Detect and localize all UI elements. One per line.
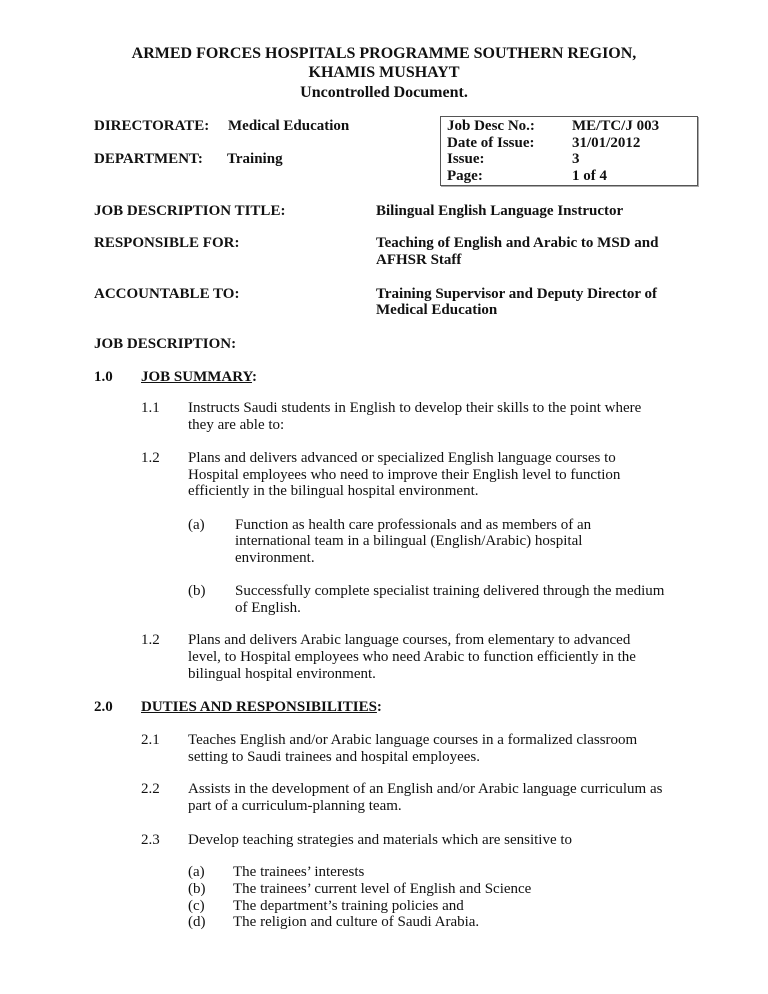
info-label: Date of Issue: [447, 135, 535, 151]
item-number: 1.2 [141, 450, 160, 466]
subitem-number: (b) [188, 881, 206, 897]
info-value: ME/TC/J 003 [572, 118, 660, 134]
subitem-text: international team in a bilingual (English/Arabic) hospital [235, 533, 583, 549]
header-line-1: ARMED FORCES HOSPITALS PROGRAMME SOUTHERN REGION, [131, 45, 637, 62]
subitem-text: Function as health care professionals and as members of an [235, 517, 592, 533]
item-text: efficiently in the bilingual hospital environment. [188, 483, 479, 499]
item-number: 2.3 [141, 832, 160, 848]
subitem-number: (d) [188, 914, 206, 930]
section-heading [141, 368, 257, 386]
section-title: DUTIES AND RESPONSIBILITIES [141, 699, 377, 715]
item-text: they are able to: [188, 417, 285, 433]
subitem-text: Successfully complete specialist training delivered through the medium [235, 583, 665, 599]
subitem-number: (a) [188, 864, 205, 880]
directorate-value: Medical Education [228, 118, 350, 134]
item-number: 1.1 [141, 400, 160, 416]
info-label: Issue: [447, 151, 485, 167]
item-text: Assists in the development of an English and/or Arabic language curriculum as [188, 781, 663, 797]
subitem-number: (b) [188, 583, 206, 599]
header-line-3: Uncontrolled Document. [300, 84, 468, 101]
info-value: 31/01/2012 [572, 135, 641, 151]
item-text: Hospital employees who need to improve their English level to function [188, 467, 621, 483]
accountable-to-value: Medical Education [376, 302, 498, 318]
accountable-to-label: ACCOUNTABLE TO: [94, 286, 240, 302]
info-label: Page: [447, 168, 483, 184]
subitem-text: The department’s training policies and [233, 898, 464, 914]
subitem-number: (a) [188, 517, 205, 533]
responsible-for-label: RESPONSIBLE FOR: [94, 235, 240, 251]
section-colon: : [376, 699, 382, 715]
item-text: Plans and delivers advanced or specialized English language courses to [188, 450, 616, 466]
info-value: 1 of 4 [572, 168, 607, 184]
department-label: DEPARTMENT: [94, 151, 203, 167]
item-text: part of a curriculum-planning team. [188, 798, 402, 814]
info-value: 3 [572, 151, 580, 167]
job-title-value: Bilingual English Language Instructor [376, 203, 624, 219]
item-number: 2.1 [141, 732, 160, 748]
item-text: level, to Hospital employees who need Arabic to function efficiently in the [188, 649, 636, 665]
job-description-heading: JOB DESCRIPTION: [94, 336, 237, 352]
subitem-text: The trainees’ interests [233, 864, 365, 880]
header-line-2: KHAMIS MUSHAYT [308, 64, 460, 81]
item-text: Plans and delivers Arabic language courses, from elementary to advanced [188, 632, 631, 648]
subitem-number: (c) [188, 898, 205, 914]
item-text: Develop teaching strategies and materials which are sensitive to [188, 832, 573, 848]
item-number: 2.2 [141, 781, 160, 797]
item-text: bilingual hospital environment. [188, 666, 376, 682]
responsible-for-value: Teaching of English and Arabic to MSD and [376, 235, 659, 251]
department-value: Training [227, 151, 283, 167]
accountable-to-value: Training Supervisor and Deputy Director of [376, 286, 657, 302]
section-heading [141, 698, 382, 716]
subitem-text: The trainees’ current level of English and Science [233, 881, 532, 897]
section-number: 1.0 [94, 369, 113, 385]
info-label: Job Desc No.: [447, 118, 535, 134]
subitem-text: of English. [235, 600, 301, 616]
section-title: JOB SUMMARY [141, 369, 253, 385]
subitem-text: environment. [235, 550, 315, 566]
section-number: 2.0 [94, 699, 113, 715]
item-number: 1.2 [141, 632, 160, 648]
section-colon: : [252, 369, 258, 385]
job-title-label: JOB DESCRIPTION TITLE: [94, 203, 286, 219]
responsible-for-value: AFHSR Staff [376, 252, 462, 268]
item-text: setting to Saudi trainees and hospital employees. [188, 749, 481, 765]
item-text: Teaches English and/or Arabic language courses in a formalized classroom [188, 732, 638, 748]
directorate-label: DIRECTORATE: [94, 118, 210, 134]
item-text: Instructs Saudi students in English to develop their skills to the point where [188, 400, 642, 416]
subitem-text: The religion and culture of Saudi Arabia. [233, 914, 480, 930]
